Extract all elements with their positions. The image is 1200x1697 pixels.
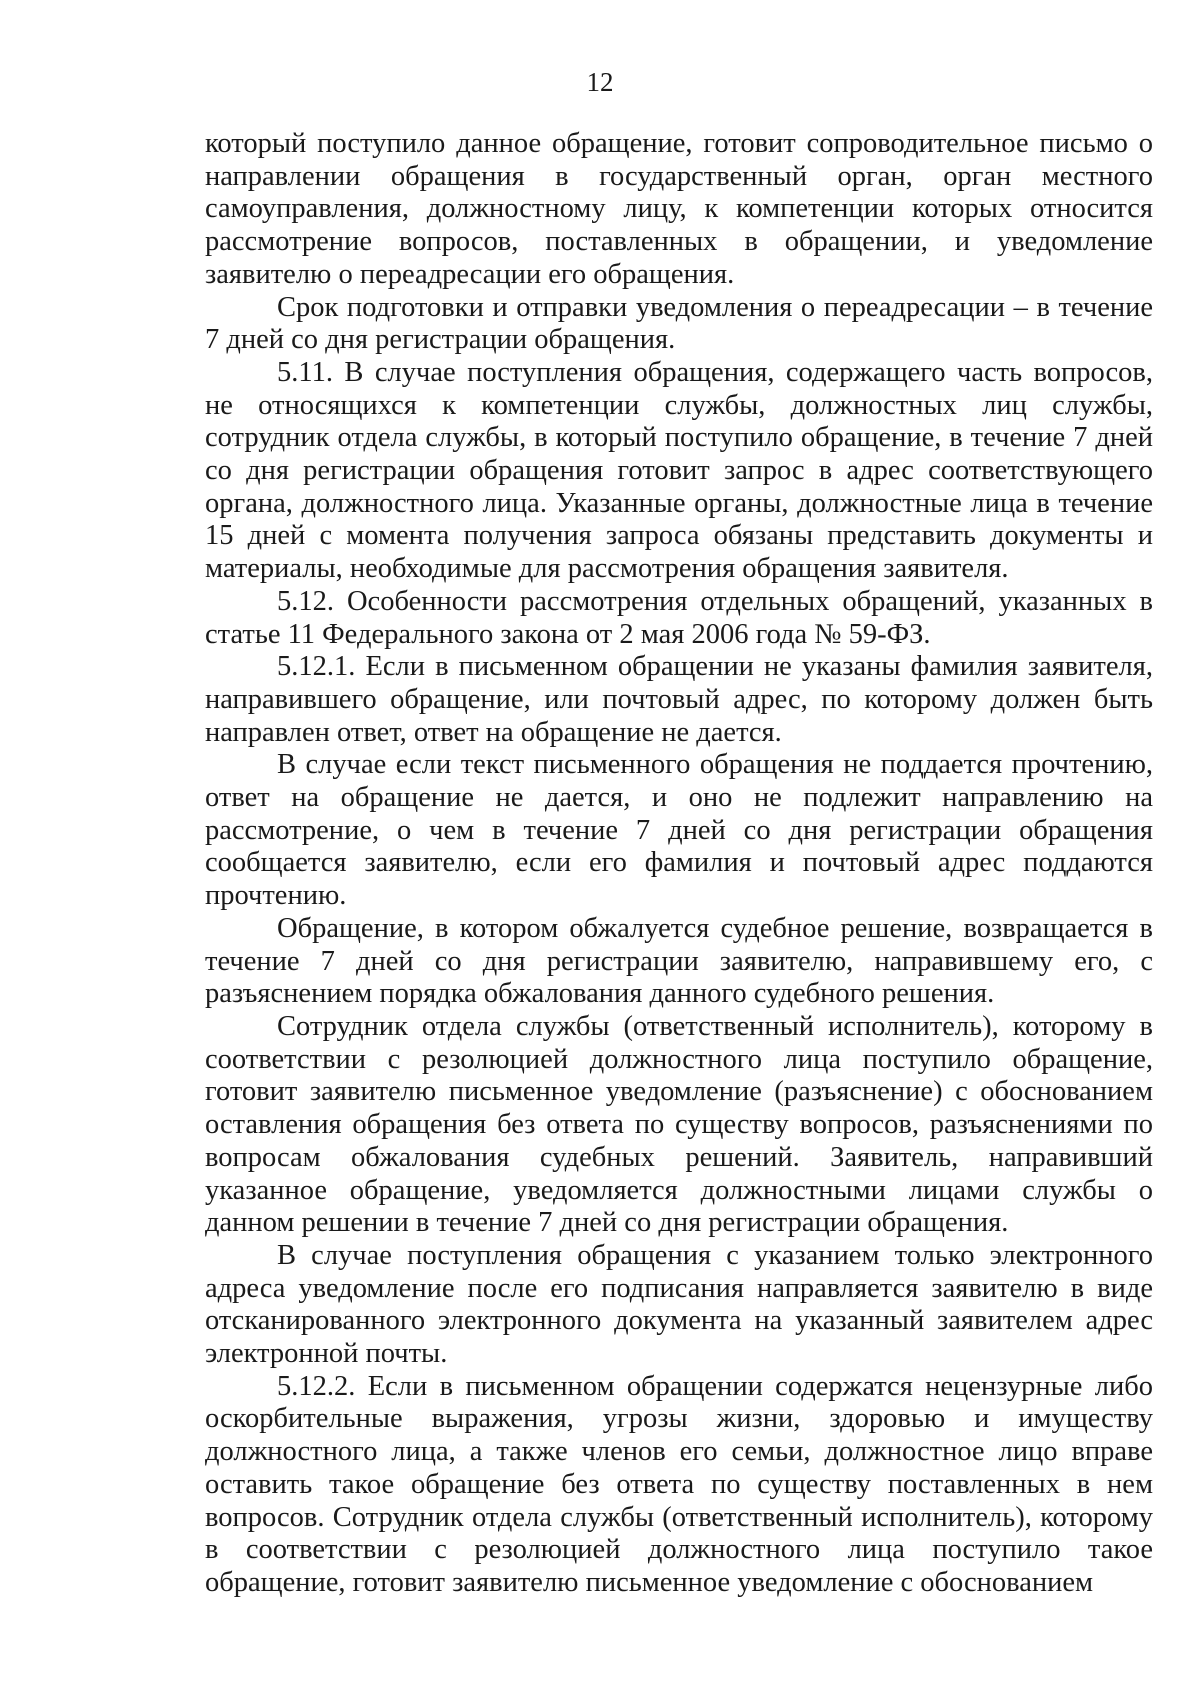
paragraph-notification-deadline: Срок подготовки и отправки уведомления о переадресации – в течение 7 дней со дня регистрации обращения. [205, 291, 1153, 356]
paragraph-email-only: В случае поступления обращения с указанием только электронного адреса уведомление после его подписания направляется заявителю в виде отсканированного электронного документа на указанный заявителем адрес электронной почты. [205, 1239, 1153, 1370]
paragraph-unreadable-text: В случае если текст письменного обращения не поддается прочтению, ответ на обращение не дается, и оно не подлежит направлению на рассмотрение, о чем в течение 7 дней со дня регистрации обращения сообщается заявителю, если его фамилия и почтовый адрес поддаются прочтению. [205, 749, 1153, 912]
paragraph-5-12: 5.12. Особенности рассмотрения отдельных обращений, указанных в статье 11 Федерального закона от 2 мая 2006 года № 59-ФЗ. [205, 585, 1153, 650]
paragraph-5-12-2: 5.12.2. Если в письменном обращении содержатся нецензурные либо оскорбительные выражения, угрозы жизни, здоровью и имуществу должностного лица, а также членов его семьи, должностное лицо вправе оставить такое обращение без ответа по существу поставленных в нем вопросов. Сотрудник отдела службы (ответственный исполнитель), которому в соответствии с резолюцией должностного лица поступило такое обращение, готовит заявителю письменное уведомление с обоснованием [205, 1370, 1153, 1598]
paragraph-employee-notice: Сотрудник отдела службы (ответственный исполнитель), которому в соответствии с резолюцией должностного лица поступило обращение, готовит заявителю письменное уведомление (разъяснение) с обоснованием оставления обращения без ответа по существу вопросов, разъяснениями по вопросам обжалования судебных решений. Заявитель, направивший указанное обращение, уведомляется должностными лицами службы о данном решении в течение 7 дней со дня регистрации обращения. [205, 1010, 1153, 1239]
paragraph-5-12-1: 5.12.1. Если в письменном обращении не указаны фамилия заявителя, направившего обращение, или почтовый адрес, по которому должен быть направлен ответ, ответ на обращение не дается. [205, 651, 1153, 748]
paragraph-5-11: 5.11. В случае поступления обращения, содержащего часть вопросов, не относящихся к компетенции службы, должностных лиц службы, сотрудник отдела службы, в который поступило обращение, в течение 7 дней со дня регистрации обращения готовит запрос в адрес соответствующего органа, должностного лица. Указанные органы, должностные лица в течение 15 дней с момента получения запроса обязаны представить документы и материалы, необходимые для рассмотрения обращения заявителя. [205, 356, 1153, 585]
paragraph-court-decision: Обращение, в котором обжалуется судебное решение, возвращается в течение 7 дней со дня регистрации заявителю, направившему его, с разъяснением порядка обжалования данного судебного решения. [205, 912, 1153, 1010]
paragraph-continuation: который поступило данное обращение, готовит сопроводительное письмо о направлении обращения в государственный орган, орган местного самоуправления, должностному лицу, к компетенции которых относится рассмотрение вопросов, поставленных в обращении, и уведомление заявителю о переадресации его обращения. [205, 128, 1153, 290]
page-number: 12 [586, 67, 614, 97]
document-body [205, 128, 1153, 1600]
